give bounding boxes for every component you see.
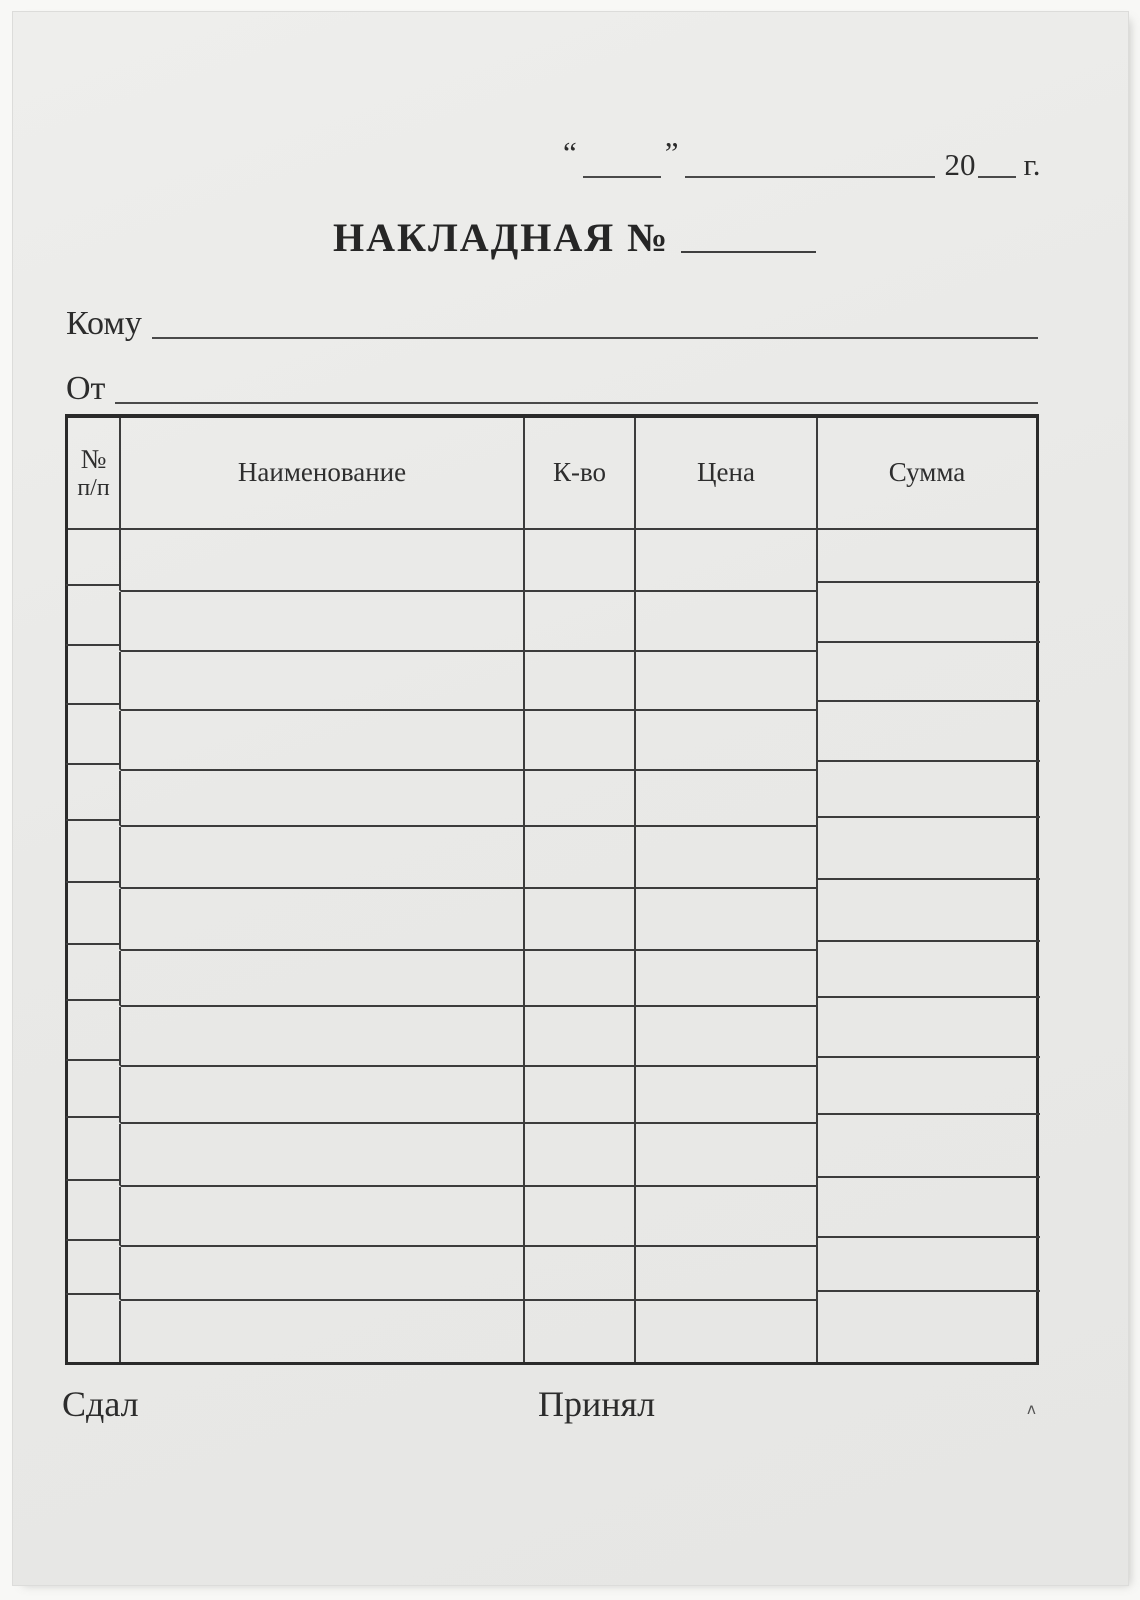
- table-cell: [68, 889, 121, 951]
- table-cell: [636, 592, 818, 652]
- table-cell: [636, 652, 818, 711]
- table-cell: [636, 530, 818, 592]
- print-mark: ʌ: [1027, 1400, 1036, 1418]
- table-cell: [818, 1124, 1036, 1187]
- table-cell: [525, 652, 636, 711]
- table-cell: [636, 711, 818, 771]
- table-cell: [68, 1301, 121, 1362]
- header-qty-label: К-во: [552, 457, 607, 488]
- table-cell: [121, 711, 525, 771]
- table-cell: [636, 1124, 818, 1187]
- table-cell: [636, 827, 818, 889]
- table-cell: [818, 771, 1036, 827]
- year-suffix: г.: [1023, 147, 1041, 182]
- table-cell: [68, 711, 121, 771]
- table-cell: [121, 827, 525, 889]
- table-cell: [525, 951, 636, 1007]
- table-cell: [68, 951, 121, 1007]
- table-cell: [525, 1124, 636, 1187]
- close-quote: ”: [664, 135, 679, 170]
- table-cell: [818, 530, 1036, 592]
- page-title: НАКЛАДНАЯ №: [333, 215, 670, 260]
- header-name-label: Наименование: [237, 457, 407, 488]
- table-cell: [525, 889, 636, 951]
- table-cell: [525, 1007, 636, 1067]
- recipient-label: Кому: [66, 305, 142, 342]
- table-cell: [818, 592, 1036, 652]
- year-century: 20: [944, 147, 976, 182]
- header-qty: [525, 418, 636, 530]
- table-cell: [818, 1247, 1036, 1301]
- received-label: Принял: [538, 1384, 656, 1424]
- table-cell: [636, 889, 818, 951]
- header-num: [68, 418, 121, 530]
- header-sum: [818, 418, 1036, 530]
- table-cell: [636, 1247, 818, 1301]
- table-cell: [68, 1247, 121, 1301]
- table-cell: [121, 889, 525, 951]
- table-cell: [818, 652, 1036, 711]
- sender-label: От: [66, 370, 106, 407]
- invoice-table: [65, 414, 1039, 1365]
- day-blank: [583, 176, 661, 178]
- table-cell: [818, 1007, 1036, 1067]
- sender-line: [66, 370, 1038, 407]
- table-cell: [68, 592, 121, 652]
- table-cell: [68, 1124, 121, 1187]
- table-cell: [525, 771, 636, 827]
- month-blank: [685, 176, 935, 178]
- sender-blank: [115, 402, 1038, 404]
- table-cell: [525, 1247, 636, 1301]
- header-name: [121, 418, 525, 530]
- recipient-line: [66, 305, 1038, 342]
- table-cell: [68, 827, 121, 889]
- table-cell: [121, 1124, 525, 1187]
- table-cell: [68, 1067, 121, 1124]
- table-cell: [525, 1067, 636, 1124]
- invoice-number-blank: [681, 251, 816, 253]
- table-cell: [121, 1067, 525, 1124]
- table-cell: [636, 1067, 818, 1124]
- table-cell: [121, 1007, 525, 1067]
- table-cell: [121, 771, 525, 827]
- table-cell: [818, 1301, 1036, 1362]
- table-cell: [818, 951, 1036, 1007]
- table-cell: [121, 652, 525, 711]
- table-cell: [525, 1187, 636, 1247]
- table-cell: [121, 1301, 525, 1362]
- table-cell: [68, 771, 121, 827]
- table-cell: [525, 592, 636, 652]
- table-cell: [121, 592, 525, 652]
- header-num-line1: №: [80, 443, 107, 474]
- header-price: [636, 418, 818, 530]
- table-cell: [818, 827, 1036, 889]
- table-cell: [636, 1187, 818, 1247]
- table-cell: [68, 652, 121, 711]
- table-cell: [818, 889, 1036, 951]
- table-cell: [818, 711, 1036, 771]
- table-cell: [68, 1007, 121, 1067]
- table-cell: [636, 1007, 818, 1067]
- table-cell: [525, 827, 636, 889]
- table-cell: [121, 530, 525, 592]
- table-cell: [636, 771, 818, 827]
- year-blank: [978, 176, 1016, 178]
- table-cell: [121, 1187, 525, 1247]
- table-cell: [68, 530, 121, 592]
- header-num-line2: п/п: [77, 474, 110, 501]
- table-cell: [818, 1187, 1036, 1247]
- table-cell: [525, 711, 636, 771]
- table-cell: [525, 530, 636, 592]
- table-cell: [121, 951, 525, 1007]
- title-row: [333, 216, 816, 260]
- table-cell: [525, 1301, 636, 1362]
- header-sum-label: Сумма: [888, 457, 966, 488]
- header-price-label: Цена: [697, 457, 755, 488]
- table-cell: [636, 951, 818, 1007]
- open-quote: “: [563, 135, 577, 170]
- delivered-label: Сдал: [62, 1384, 139, 1424]
- recipient-blank: [152, 337, 1038, 339]
- table-cell: [636, 1301, 818, 1362]
- date-line: [563, 135, 1048, 182]
- table-cell: [121, 1247, 525, 1301]
- paper-sheet: [13, 12, 1128, 1585]
- table-cell: [818, 1067, 1036, 1124]
- table-cell: [68, 1187, 121, 1247]
